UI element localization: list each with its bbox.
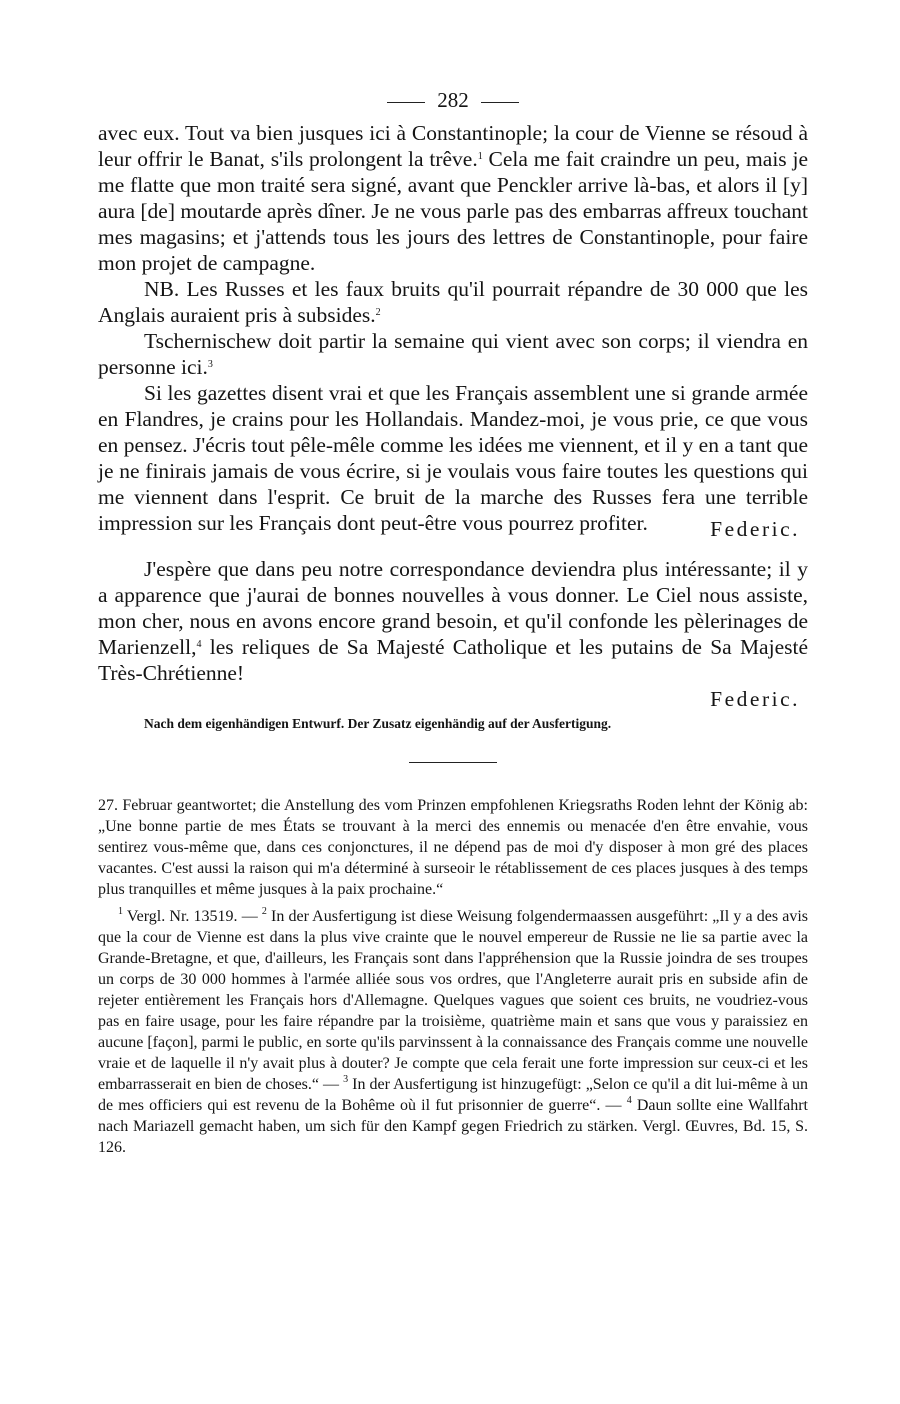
footnote-mark-1: 1	[118, 906, 123, 917]
paragraph-1	[98, 120, 808, 276]
document-page	[98, 80, 808, 1158]
footnote-1-text: Vergl. Nr. 13519. —	[123, 908, 262, 925]
page-number: 282	[437, 88, 469, 112]
signature-1: Federic.	[710, 517, 800, 541]
paragraph-1-text: avec eux. Tout va bien jusques ici à Constantinople; la cour de Vienne se résoud à leur offrir le Banat, s'ils prolongent la trêve.	[98, 121, 808, 171]
paragraph-nb-text: NB. Les Russes et les faux bruits qu'il pourrait répandre de 30 000 que les Anglais auraient pris à subsides.	[98, 277, 808, 327]
paragraph-gazettes	[98, 380, 808, 541]
footnote-4-text: Daun sollte eine Wallfahrt nach Mariazell gemacht haben, um sich für den Kampf gegen Friedrich zu stärken. Vergl. Œuvres, Bd. 15, S. 126.	[98, 1097, 808, 1156]
header-dash-right	[481, 102, 519, 103]
paragraph-postscript	[98, 556, 808, 686]
page-header	[98, 80, 808, 120]
footnote-mark-3: 3	[343, 1074, 349, 1085]
paragraph-postscript-text-cont: les reliques de Sa Majesté Catholique et les putains de Sa Majesté Très-Chrétienne!	[98, 635, 808, 685]
signature-2: Federic.	[710, 687, 800, 711]
footnote-ref-2: 2	[375, 307, 381, 318]
paragraph-nb	[98, 276, 808, 328]
footnote-ref-3: 3	[207, 359, 213, 370]
footnote-ref-1: 1	[477, 151, 483, 162]
footnote-mark-2: 2	[261, 906, 267, 917]
paragraph-tschernischew	[98, 328, 808, 380]
footnote-2-text: In der Ausfertigung ist diese Weisung folgendermaassen ausgeführt: „Il y a des avis que la cour de Vienne est dans la plus vive crainte que le nouvel empereur de Russie ne lie sa partie avec la Grande-Bretagne, et que, d'ailleurs, les Français sont dans l'appréhension que la Russie joindra de ses troupes un corps de 30 000 hommes à l'armée alliée sous vos ordres, que l'Angleterre aurait pris en subside afin de rejeter entièrement les Français hors d'Allemagne. Quelques vagues que soient ces bruits, ne voudriez-vous pas en faire usage, pour les faire répandre par la troisième, quatrième main et sans que vous y paraissiez en aucune [façon], parmi le public, en sorte qu'ils parvinssent à la connaissance des Français comme une nouvelle vraie et de laquelle il n'y avait plus à douter? Je compte que cela ferait une forte impression sur ceux-ci et les embarrasserait en bien de choses.“ —	[98, 908, 808, 1093]
paragraph-tschernischew-text: Tschernischew doit partir la semaine qui vient avec son corps; il viendra en personne ici.	[98, 329, 808, 379]
paragraph-postscript-text: J'espère que dans peu notre correspondance deviendra plus intéressante; il y a apparence que j'aurai de bonnes nouvelles à vous donner. Le Ciel nous assiste, mon cher, nous en avons encore grand besoin, et qu'il confonde les pèlerinages de Marienzell,	[98, 557, 808, 659]
letter-body	[98, 120, 808, 734]
footnotes-numbered	[98, 906, 808, 1158]
footnote-ref-4: 4	[196, 639, 202, 650]
separator-rule	[409, 762, 497, 763]
note-reply: 27. Februar geantwortet; die Anstellung des vom Prinzen empfohlenen Kriegsraths Roden lehnt der König ab: „Une bonne partie de mes États se trouvant à la merci des ennemis ou menacée d'en être envahie, vous sentirez vous-même que, dans ces conjonctures, il ne dépend pas de moi d'y disposer à mon gré des places vacantes. C'est aussi la raison qui m'a déterminé à surseoir le rétablissement de ces places jusques à des temps plus tranquilles et même jusques à la paix prochaine.“	[98, 797, 808, 898]
paragraph-gazettes-text: Si les gazettes disent vrai et que les Français assemblent une si grande armée en Flandres, je crains pour les Hollandais. Mandez-moi, je vous prie, ce que vous en pensez. J'écris tout pêle-mêle comme les idées me viennent, et il y en a tant que je ne finirais jamais de vous écrire, si je voulais vous faire toutes les questions qui me viennent dans l'esprit. Ce bruit de la marche des Russes fera une terrible impression sur les Français dont peut-être vous pourrez profiter.	[98, 381, 808, 535]
footnote-mark-4: 4	[626, 1095, 632, 1106]
source-note: Nach dem eigenhändigen Entwurf. Der Zusatz eigenhändig auf der Ausfertigung.	[144, 716, 612, 731]
paragraph-1-text-cont: Cela me fait craindre un peu, mais je me flatte que mon traité sera signé, avant que Penckler arrive là-bas, et alors il [y] aura [de] moutarde après dîner. Je ne vous parle pas des embarras affreux touchant mes magasins; et j'attends tous les jours des lettres de Constantinople, pour faire mon projet de campagne.	[98, 147, 809, 275]
header-dash-left	[387, 102, 425, 103]
footnotes	[98, 795, 808, 1158]
footnote-3-text: In der Ausfertigung ist hinzugefügt: „Selon ce qu'il a dit lui-même à un de mes officiers qui est revenu de la Bohême où il fut prisonnier de guerre“. —	[98, 1076, 809, 1114]
